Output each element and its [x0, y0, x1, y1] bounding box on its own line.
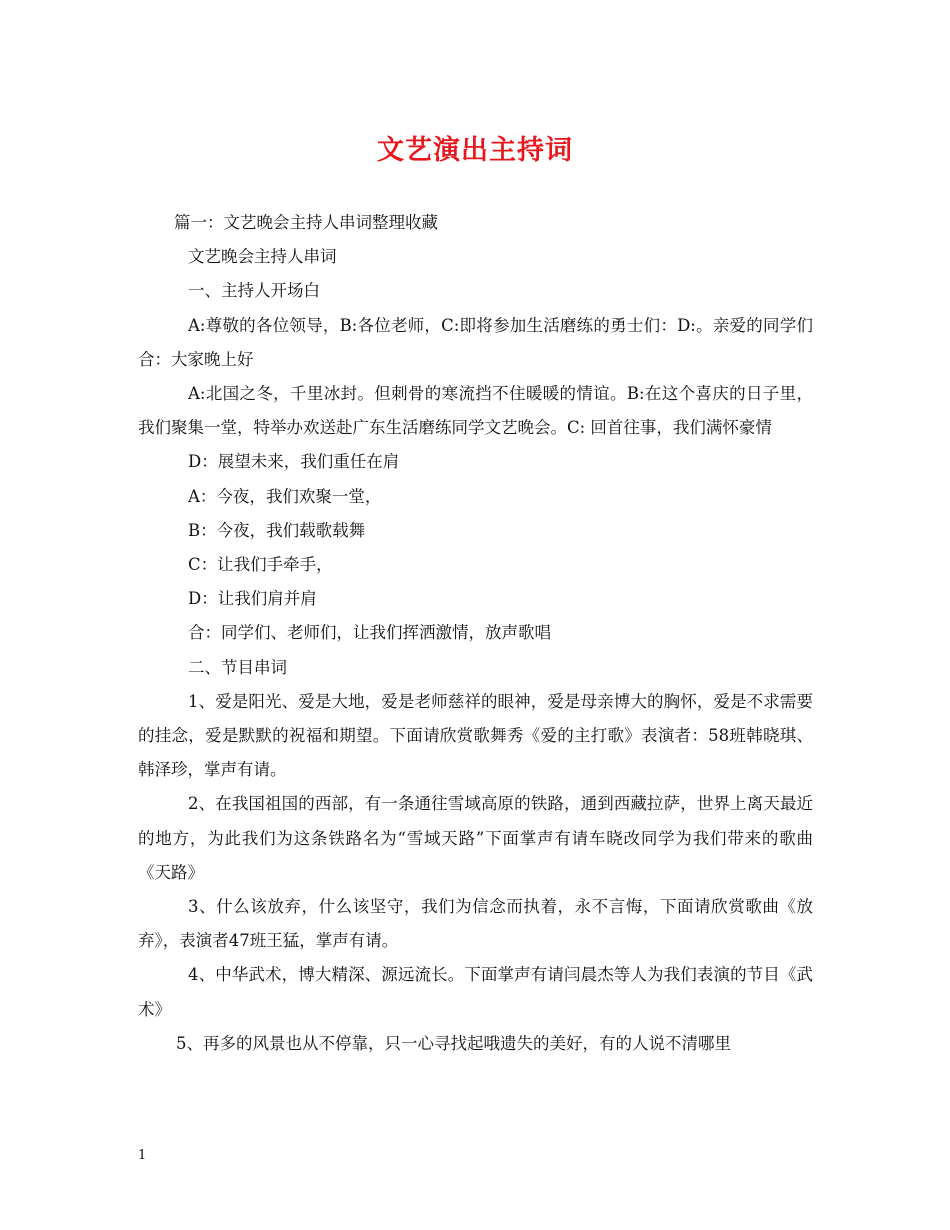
document-title: 文艺演出主持词: [377, 135, 573, 166]
paragraph-line-c: C：让我们手牵手，: [188, 555, 333, 575]
document-body: [138, 206, 813, 1061]
paragraph-section-heading-1: 一、主持人开场白: [188, 281, 320, 301]
paragraph-opening-greeting: A:尊敬的各位领导，B:各位老师，C:即将参加生活磨练的勇士们：D:。亲爱的同学们 合：大家晚上好: [138, 315, 813, 369]
paragraph-line-together: 合：同学们、老师们，让我们挥洒激情，放声歌唱: [188, 623, 551, 643]
paragraph-section-heading-2: 二、节目串词: [188, 657, 287, 677]
paragraph-program-3: 3、什么该放弃，什么该坚守，我们为信念而执着，永不言悔，下面请欣赏歌曲《放弃》，表演者47班王猛，掌声有请。: [138, 897, 813, 951]
paragraph-program-4: 4、中华武术，博大精深、源远流长。下面掌声有请闫晨杰等人为我们表演的节目《武术》: [138, 965, 813, 1019]
paragraph-subtitle: 文艺晚会主持人串词: [188, 247, 337, 267]
paragraph-line-b: B：今夜，我们载歌载舞: [188, 520, 366, 540]
paragraph-program-2: 2、在我国祖国的西部，有一条通往雪域高原的铁路，通到西藏拉萨，世界上离天最近的地方，为此我们为这条铁路名为“雪域天路”下面掌声有请车晓改同学为我们带来的歌曲《天路》: [138, 794, 813, 882]
paragraph-program-5: 5、再多的风景也从不停靠，只一心寻找起哦遗失的美好，有的人说不清哪里: [176, 1033, 731, 1053]
paragraph-part-heading: 篇一：文艺晚会主持人串词整理收藏: [174, 213, 438, 232]
page-number: 1: [138, 1148, 147, 1163]
paragraph-line-d1: D：展望未来，我们重任在肩: [188, 452, 400, 472]
paragraph-opening-speech: A:北国之冬，千里冰封。但刺骨的寒流挡不住暖暖的情谊。B:在这个喜庆的日子里，我们聚集一堂，特举办欢送赴广东生活磨练同学文艺晚会。C: 回首往事，我们满怀豪情: [138, 384, 813, 438]
paragraph-line-a: A：今夜，我们欢聚一堂，: [188, 486, 382, 506]
paragraph-line-d2: D：让我们肩并肩: [188, 589, 317, 609]
paragraph-program-1: 1、爱是阳光、爱是大地，爱是老师慈祥的眼神，爱是母亲博大的胸怀，爱是不求需要的挂念，爱是默默的祝福和期望。下面请欣赏歌舞秀《爱的主打歌》表演者：58班韩晓琪、韩泽珍，掌声有请。: [138, 691, 813, 780]
